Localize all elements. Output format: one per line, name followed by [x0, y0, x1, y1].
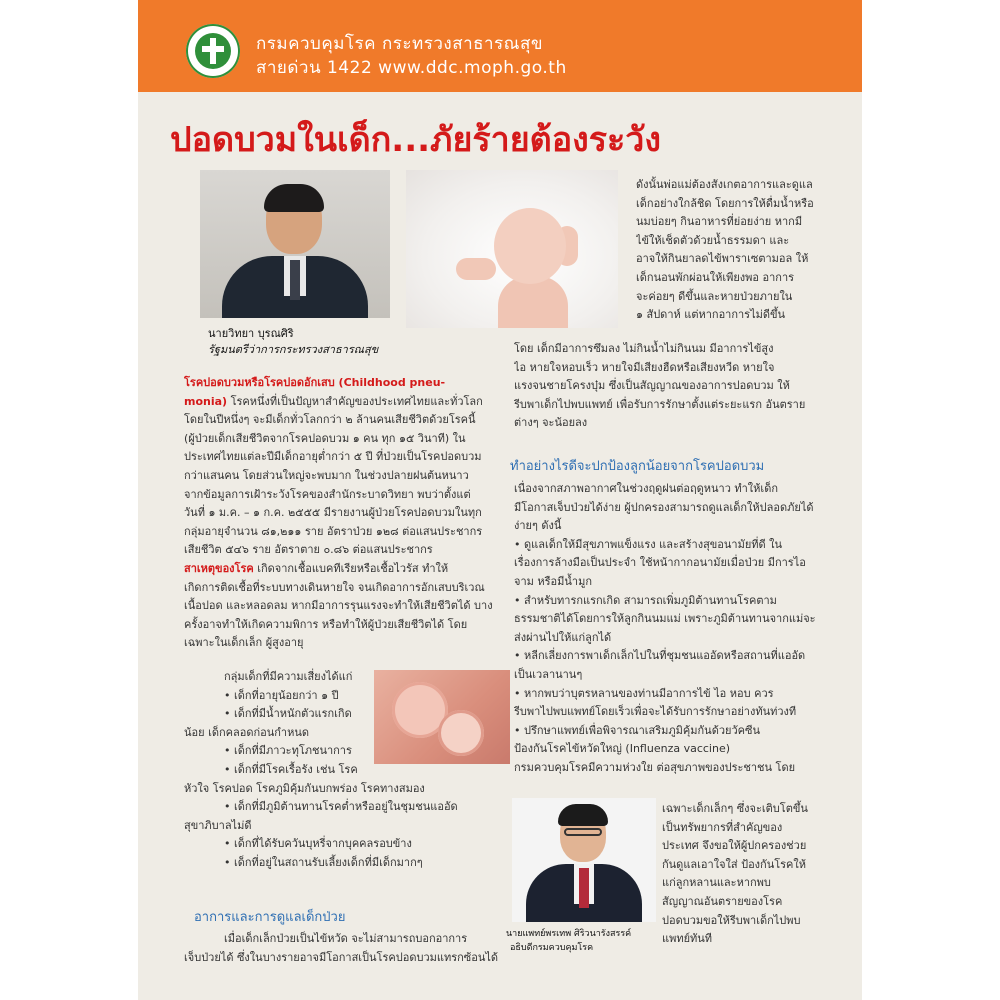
text-line: monia) โรคหนึ่งที่เป็นปัญหาสำคัญของประเทศไทยและทั่วโลก — [184, 394, 483, 408]
text-line: เป็นทรัพยากรที่สำคัญของ — [662, 820, 783, 834]
text-line: ไข้ให้เช็ดตัวด้วยน้ำธรรมดา และ — [636, 233, 790, 247]
baby-photo — [406, 170, 618, 328]
list-item: สุขาภิบาลไม่ดี — [184, 818, 252, 832]
text-line: เด็กนอนพักผ่อนให้เพียงพอ อาการ — [636, 270, 795, 284]
text-line: เมื่อเด็กเล็กป่วยเป็นไข้หวัด จะไม่สามารถบอกอาการ — [224, 932, 468, 945]
text-line: ประเทศ จึงขอให้ผู้ปกครองช่วย — [662, 839, 807, 853]
right-mid-paragraph — [514, 340, 838, 433]
right-top-paragraph — [636, 176, 836, 325]
text-line: นมบ่อยๆ กินอาหารที่ย่อยง่าย หากมี — [636, 215, 803, 229]
text-line: เนื่องจากสภาพอากาศในช่วงฤดูฝนต่อฤดูหนาว ทำให้เด็ก — [514, 482, 778, 495]
article-title: ปอดบวมในเด็ก...ภัยร้ายต้องระวัง — [170, 120, 661, 160]
text-line: • หลีกเลี่ยงการพาเด็กเล็กไปในที่ชุมชนแออัดหรือสถานที่แออัด — [514, 649, 806, 663]
text-line: จะค่อยๆ ดีขึ้นและหายป่วยภายใน — [636, 289, 793, 303]
right-bottom-paragraph — [662, 800, 838, 949]
text-line: จาม หรือมีน้ำมูก — [514, 574, 592, 588]
text-line: ๑ สัปดาห์ แต่หากอาการไม่ดีขึ้น — [636, 308, 786, 322]
prevention-body — [514, 480, 838, 778]
text-line: เจ็บป่วยได้ ซึ่งในบางรายอาจมีโอกาสเป็นโรคปอดบวมแทรกซ้อนได้ — [184, 950, 499, 964]
header-hotline: สายด่วน 1422 www.ddc.moph.go.th — [256, 58, 567, 78]
list-item: น้อย เด็กคลอดก่อนกำหนด — [184, 725, 310, 739]
text-line: • ปรึกษาแพทย์เพื่อพิจารณาเสริมภูมิคุ้มกันด้วยวัคซีน — [514, 723, 760, 737]
text-line: • สำหรับทารกแรกเกิด สามารถเพิ่มภูมิต้านทานโรคตาม — [514, 593, 777, 607]
text-line: สาเหตุของโรค เกิดจากเชื้อแบคทีเรียหรือเชื้อไวรัส ทำให้ — [184, 561, 449, 575]
list-item: • เด็กที่อยู่ในสถานรับเลี้ยงเด็กที่มีเด็กมากๆ — [224, 855, 423, 869]
text-line: จากข้อมูลการเฝ้าระวังโรคของสำนักระบาดวิทยา พบว่าตั้งแต่ — [184, 487, 471, 501]
text-line: ปอดบวมขอให้รีบพาเด็กไปพบ — [662, 913, 801, 927]
text-line: • หากพบว่าบุตรหลานของท่านมีอาการไข้ ไอ หอบ ควร — [514, 686, 774, 700]
text-line: รีบพาเด็กไปพบแพทย์ เพื่อรับการรักษาตั้งแต่ระยะแรก อันตราย — [514, 397, 806, 411]
magazine-page — [138, 0, 862, 1000]
text-line: ไอ หายใจหอบเร็ว หายใจมีเสียงฮืดหรือเสียงหวีด หายใจ — [514, 360, 775, 374]
text-line: เสียชีวิต ๕๔๖ ราย อัตราตาย ๐.๘๖ ต่อแสนประชากร — [184, 543, 433, 557]
risk-group-list — [184, 668, 504, 873]
text-line: เฉพาะเด็กเล็กๆ ซึ่งจะเติบโตขึ้น — [662, 802, 808, 815]
text-line: (ผู้ป่วยเด็กเสียชีวิตจากโรคปอดบวม ๑ คน ทุก ๑๕ วินาที) ใน — [184, 431, 466, 445]
text-line: เป็นเวลานานๆ — [514, 667, 583, 681]
text-line: กว่าแสนคน โดยส่วนใหญ่จะพบมาก ในช่วงปลายฝนต้นหนาว — [184, 468, 469, 482]
director-photo — [512, 798, 656, 922]
text-line: แรงจนชายโครงบุ๋ม ซึ่งเป็นสัญญาณของอาการปอดบวม ให้ — [514, 379, 790, 393]
ddc-logo-icon — [186, 24, 240, 78]
text-line: กลุ่มอายุจำนวน ๘๑,๒๑๑ ราย อัตราป่วย ๑๒๘ ต่อแสนประชากร — [184, 524, 483, 538]
text-line: วันที่ ๑ ม.ค. – ๑ ก.ค. ๒๕๕๕ มีรายงานผู้ป่วยโรคปอดบวมในทุก — [184, 506, 482, 520]
minister-caption-position: รัฐมนตรีว่าการกระทรวงสาธารณสุข — [208, 343, 379, 356]
list-item: • เด็กที่ได้รับควันบุหรี่จากบุคคลรอบข้าง — [224, 837, 412, 851]
text-line: รีบพาไปพบแพทย์โดยเร็วเพื่อจะได้รับการรักษาอย่างทันท่วงที — [514, 705, 797, 719]
intro-paragraph — [184, 374, 504, 653]
text-line: เด็กอย่างใกล้ชิด โดยการให้ดื่มน้ำหรือ — [636, 196, 814, 210]
text-line: ครั้งอาจทำให้เกิดความพิการ หรือทำให้ผู้ป่วยเสียชีวิตได้ โดย — [184, 617, 468, 631]
list-item: • เด็กที่มีน้ำหนักตัวแรกเกิด — [224, 707, 352, 721]
minister-caption-name: นายวิทยา บุรณศิริ — [208, 327, 294, 340]
text-line: ดังนั้นพ่อแม่ต้องสังเกตอาการและดูแล — [636, 178, 813, 191]
risk-heading: กลุ่มเด็กที่มีความเสี่ยงได้แก่ — [224, 670, 353, 683]
section-prevention-title: ทำอย่างไรดีจะปกป้องลูกน้อยจากโรคปอดบวม — [510, 459, 765, 474]
text-line: โดย เด็กมีอาการซึมลง ไม่กินน้ำไม่กินนม มีอาการไข้สูง — [514, 342, 774, 355]
text-line: มีโอกาสเจ็บป่วยได้ง่าย ผู้ปกครองสามารถดูแลเด็กให้ปลอดภัยได้ — [514, 500, 814, 514]
text-line: เฉพาะในเด็กเล็ก ผู้สูงอายุ — [184, 636, 304, 650]
text-line: ง่ายๆ ดังนี้ — [514, 519, 562, 533]
text-line: ส่งผ่านไปให้แก่ลูกได้ — [514, 630, 612, 644]
text-line: สัญญาณอันตรายของโรค — [662, 894, 783, 908]
director-caption-position: อธิบดีกรมควบคุมโรค — [510, 943, 594, 953]
text-line: เกิดการติดเชื้อที่ระบบทางเดินหายใจ จนเกิดอาการอักเสบบริเวณ — [184, 580, 485, 594]
text-line: กันดูแลเอาใจใส่ ป้องกันโรคให้ — [662, 857, 807, 871]
list-item: • เด็กที่มีภาวะทุโภชนาการ — [224, 744, 352, 758]
text-line: • ดูแลเด็กให้มีสุขภาพแข็งแรง และสร้างสุขอนามัยที่ดี ใน — [514, 537, 783, 551]
text-line: อาจให้กินยาลดไข้พาราเซตามอล ให้ — [636, 252, 809, 266]
minister-photo — [200, 170, 390, 318]
header-department: กรมควบคุมโรค กระทรวงสาธารณสุข — [256, 34, 543, 54]
text-line: โดยในปีหนึ่งๆ จะมีเด็กทั่วโลกกว่า ๒ ล้านคนเสียชีวิตด้วยโรคนี้ — [184, 413, 476, 427]
text-line: ประเทศไทยแต่ละปีมีเด็กอายุต่ำกว่า ๕ ปี ที่ป่วยเป็นโรคปอดบวม — [184, 450, 482, 464]
text-line: ต่างๆ จะน้อยลง — [514, 416, 588, 430]
text-line: เรื่องการล้างมือเป็นประจำ ใช้หน้ากากอนามัยเมื่อป่วย มีการไอ — [514, 556, 806, 570]
list-item: • เด็กที่มีโรคเรื้อรัง เช่น โรค — [224, 762, 358, 776]
symptoms-paragraph — [184, 930, 504, 967]
header-bar — [138, 0, 862, 92]
list-item: หัวใจ โรคปอด โรคภูมิคุ้มกันบกพร่อง โรคทางสมอง — [184, 781, 425, 795]
text-line: เนื้อปอด และหลอดลม หากมีอาการรุนแรงจะทำให้เสียชีวิตได้ บาง — [184, 599, 493, 613]
text-line: ธรรมชาติได้โดยการให้ลูกกินนมแม่ เพราะภูมิต้านทานจากแม่จะ — [514, 612, 816, 626]
list-item: • เด็กที่มีภูมิต้านทานโรคต่ำหรืออยู่ในชุมชนแออัด — [224, 800, 458, 814]
text-line: ป้องกันโรคไข้หวัดใหญ่ (Influenza vaccine) — [514, 742, 731, 756]
list-item: • เด็กที่อายุน้อยกว่า ๑ ปี — [224, 688, 339, 702]
text-line: แพทย์ทันที — [662, 932, 713, 946]
text-line: แก่ลูกหลานและหากพบ — [662, 876, 771, 890]
text-line: โรคปอดบวมหรือโรคปอดอักเสบ (Childhood pneu- — [184, 376, 446, 389]
text-line: กรมควบคุมโรคมีความห่วงใย ต่อสุขภาพของประชาชน โดย — [514, 760, 796, 774]
section-symptoms-title: อาการและการดูแลเด็กป่วย — [194, 910, 346, 925]
director-caption-name: นายแพทย์พรเทพ ศิริวนารังสรรค์ — [506, 929, 632, 939]
